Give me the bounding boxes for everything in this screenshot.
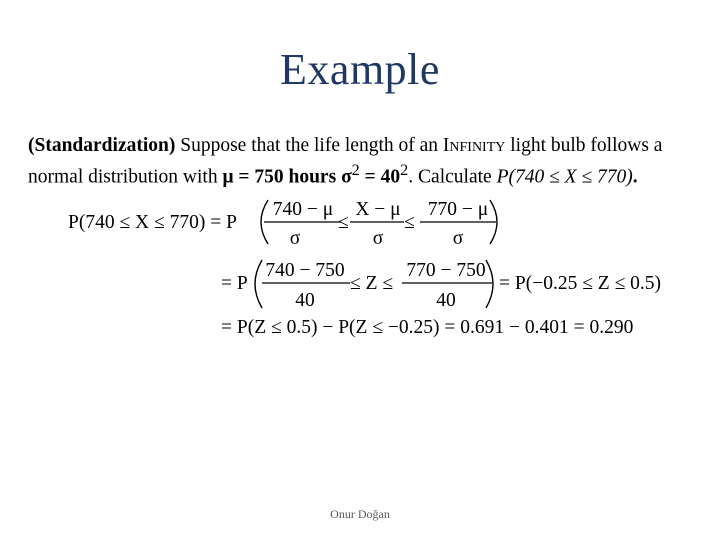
fraction2-numerator: X − μ xyxy=(355,199,401,220)
leq-z-leq: ≤ Z ≤ xyxy=(350,273,394,294)
fraction5-numerator: 770 − 750 xyxy=(406,260,486,281)
fraction3-denominator: σ xyxy=(452,228,464,249)
variance-value-exponent: 2 xyxy=(400,161,409,179)
problem-end: . xyxy=(632,166,638,188)
variance-exponent: 2 xyxy=(351,161,360,179)
brand-name: Infinity xyxy=(442,135,506,156)
slide-footer: Onur Doğan xyxy=(330,507,390,521)
fraction5-denominator: 40 xyxy=(436,290,456,311)
left-paren-2 xyxy=(255,260,262,308)
line1-lhs: P(740 ≤ X ≤ 770) = P xyxy=(68,212,237,233)
fraction1-denominator: σ xyxy=(289,228,301,249)
fraction1-numerator: 740 − μ xyxy=(272,199,334,220)
fraction4-denominator: 40 xyxy=(295,290,315,311)
line3: = P(Z ≤ 0.5) − P(Z ≤ −0.25) = 0.691 − 0.401 = 0.290 xyxy=(221,317,634,338)
fraction2-denominator: σ xyxy=(372,228,384,249)
problem-heading: (Standardization) xyxy=(28,135,176,156)
line2-rhs: = P(−0.25 ≤ Z ≤ 0.5) xyxy=(499,273,662,294)
fraction3-numerator: 770 − μ xyxy=(427,199,489,220)
problem-text-a: Suppose that the life length of an xyxy=(175,135,443,156)
leq-2: ≤ xyxy=(404,212,415,233)
target-probability: P(740 ≤ X ≤ 770) xyxy=(496,166,633,188)
problem-text-c: . Calculate xyxy=(408,166,497,188)
mean-value: μ = 750 hours xyxy=(222,166,337,188)
right-paren-2 xyxy=(486,260,493,308)
slide-title: Example xyxy=(280,45,440,94)
fraction4-numerator: 740 − 750 xyxy=(265,260,345,281)
variance-symbol: σ xyxy=(336,166,352,188)
leq-1: ≤ xyxy=(338,212,349,233)
variance-value: = 40 xyxy=(359,166,401,188)
line2-eq: = P xyxy=(221,273,248,294)
problem-text-b: light bulb follows a normal distribution with xyxy=(28,135,663,188)
